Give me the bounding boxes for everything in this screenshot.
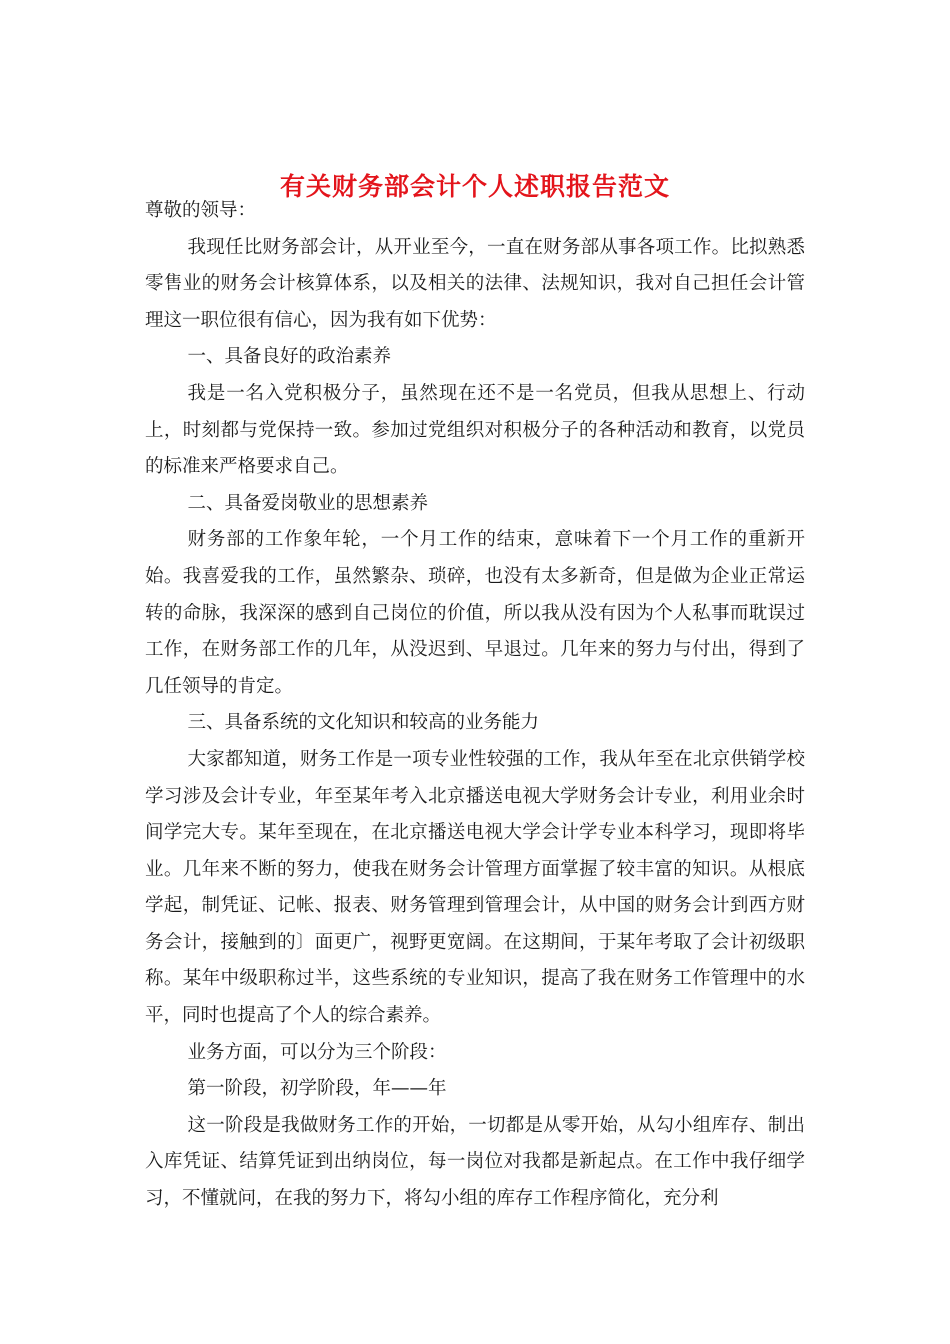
section-heading-2: 二、具备爱岗敬业的思想素养 <box>187 492 429 514</box>
paragraph-business-intro: 业务方面，可以分为三个阶段： <box>187 1041 447 1063</box>
section-heading-1: 一、具备良好的政治素养 <box>187 346 392 368</box>
document-body <box>145 193 805 1218</box>
stage-heading-1: 第一阶段，初学阶段，年——年 <box>187 1078 447 1100</box>
section-heading-3: 三、具备系统的文化知识和较高的业务能力 <box>187 712 540 734</box>
paragraph-political: 我是一名入党积极分子，虽然现在还不是一名党员，但我从思想上、行动上，时刻都与党保持一致。参加过党组织对积极分子的各种活动和教育，以党员的标准来严格要求自己。 <box>145 382 805 478</box>
paragraph-education: 大家都知道，财务工作是一项专业性较强的工作，我从年至在北京供销学校学习涉及会计专业，年至某年考入北京播送电视大学财务会计专业，利用业余时间学完大专。某年至现在，在北京播送电视大学会计学专业本科学习，现即将毕业。几年来不断的努力，使我在财务会计管理方面掌握了较丰富的知识。从根底学起，制凭证、记帐、报表、财务管理到管理会计，从中国的财务会计到西方财务会计，接触到的〕面更广，视野更宽阔。在这期间，于某年考取了会计初级职称。某年中级职称过半，这些系统的专业知识，提高了我在财务工作管理中的水平，同时也提高了个人的综合素养。 <box>145 748 805 1027</box>
paragraph-dedication: 财务部的工作象年轮，一个月工作的结束，意味着下一个月工作的重新开始。我喜爱我的工作，虽然繁杂、琐碎，也没有太多新奇，但是做为企业正常运转的命脉，我深深的感到自己岗位的价值，所以我从没有因为个人私事而耽误过工作，在财务部工作的几年，从没迟到、早退过。几年来的努力与付出，得到了几任领导的肯定。 <box>145 529 805 697</box>
document-title: 有关财务部会计个人述职报告范文 <box>279 171 670 201</box>
paragraph-stage-1: 这一阶段是我做财务工作的开始，一切都是从零开始，从勾小组库存、制出入库凭证、结算凭证到出纳岗位，每一岗位对我都是新起点。在工作中我仔细学习，不懂就问，在我的努力下，将勾小组的库存工作程序简化，充分利 <box>145 1114 805 1210</box>
paragraph-intro: 我现任比财务部会计，从开业至今，一直在财务部从事各项工作。比拟熟悉零售业的财务会计核算体系，以及相关的法律、法规知识，我对自己担任会计管理这一职位很有信心，因为我有如下优势： <box>145 236 805 331</box>
salutation: 尊敬的领导： <box>145 200 257 221</box>
